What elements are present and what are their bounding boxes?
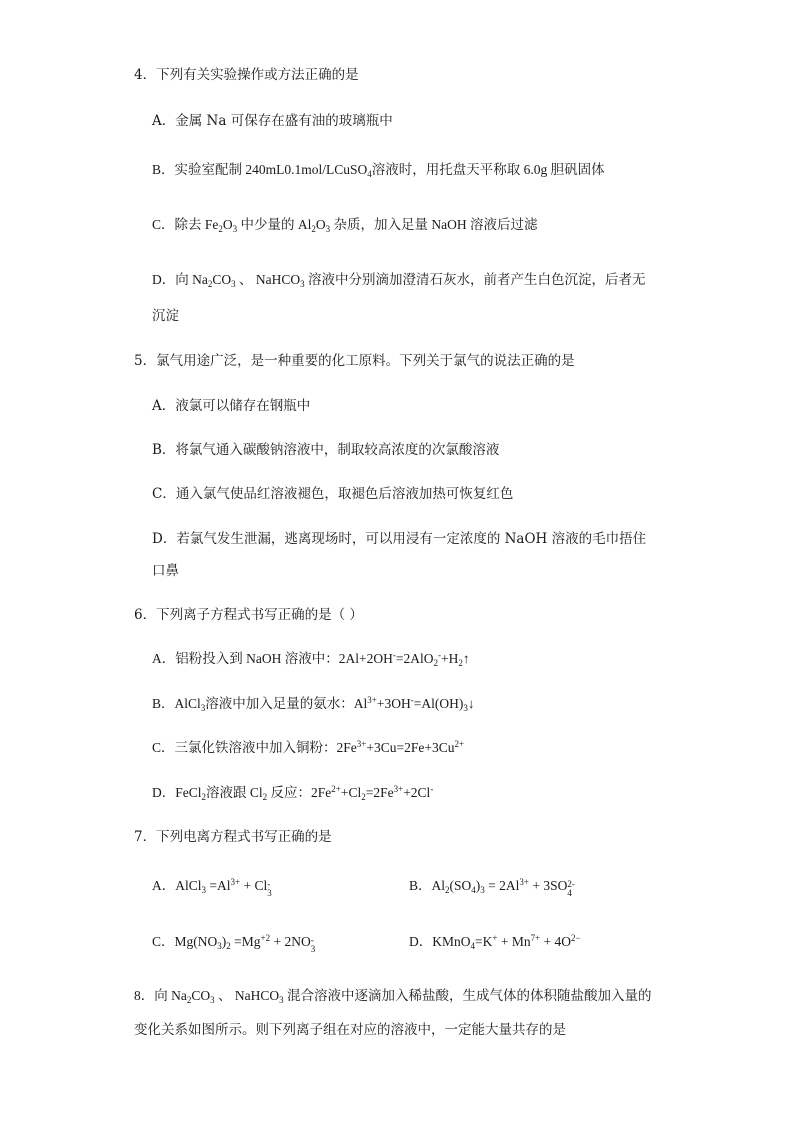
q5-option-a: A．液氯可以储存在钢瓶中	[152, 398, 311, 414]
q5-option-c: C．通入氯气使品红溶液褪色，取褪色后溶液加热可恢复红色	[152, 486, 514, 502]
q4-option-a: A．金属 Na 可保存在盛有油的玻璃瓶中	[152, 113, 393, 129]
q4-option-c: C．除去 $Fe_2O_3$ 中少量的 $Al_2O_3$ 杂质，加入足量 NaOH 溶液后过滤	[152, 217, 538, 234]
q4-option-d-continued: 沉淀	[152, 308, 179, 324]
q5-option-d: D．若氯气发生泄漏，逃离现场时，可以用浸有一定浓度的 NaOH 溶液的毛巾捂住	[152, 531, 647, 547]
q6-stem: 6．下列离子方程式书写正确的是（ ）	[134, 607, 363, 623]
q8-stem-line1: 8．向 $Na_2CO_3$ 、 NaHCO$_3$ 混合溶液中逐滴加入稀盐酸，生成气体的体积随盐酸加入量的	[134, 988, 652, 1005]
q4-stem: 4．下列有关实验操作或方法正确的是	[134, 67, 359, 83]
q4-option-d: D．向 $Na_2CO_3$ 、 NaHCO$_3$ 溶液中分别滴加澄清石灰水，前者产生白色沉淀，后者无	[152, 272, 646, 289]
q7-stem: 7．下列电离方程式书写正确的是	[134, 829, 332, 845]
q6-option-c: C．三氯化铁溶液中加入铜粉：$2Fe^{3+}+3Cu=2Fe+3Cu^{2+}$	[152, 739, 465, 755]
q6-option-a: A．铝粉投入到 NaOH 溶液中：$2Al+2OH^-=2AlO_2^-+H_2↑$	[152, 650, 470, 668]
q5-stem: 5．氯气用途广泛，是一种重要的化工原料。下列关于氯气的说法正确的是	[134, 353, 575, 369]
q5-option-b: B．将氯气通入碳酸钠溶液中，制取较高浓度的次氯酸溶液	[152, 442, 500, 458]
q8-stem-line2: 变化关系如图所示。则下列离子组在对应的溶液中，一定能大量共存的是	[134, 1022, 566, 1038]
q7-option-c: C．$Mg(NO_3)_2 =Mg^{+2} + 2NO-$ 3	[152, 933, 316, 954]
q7-option-b: B．$Al_2(SO_4)_3 = 2Al^{3+} + 3SO2-$ 4	[409, 877, 575, 898]
q6-option-d: D．FeCl$_2$溶液跟 $Cl_2$ 反应：$2Fe^{2+}+Cl_2=2Fe^{3+}+2Cl^-$	[152, 784, 434, 802]
q6-option-b: B．AlCl$_3$溶液中加入足量的氨水：$Al^{3+}+3OH^-=Al(OH)_3↓$	[152, 695, 475, 713]
q5-option-d-continued: 口鼻	[152, 563, 179, 579]
q7-option-d: D．KMnO$_4$=K+ + $Mn^{7+} + 4O^{2-}$	[409, 933, 581, 951]
q4-option-b: B．实验室配制 240mL0.1mol/LCuSO$_4$溶液时，用托盘天平称取 6.0g 胆矾固体	[152, 162, 605, 179]
q7-option-a: A．AlCl$_3$ $=Al^{3+} + Cl-$ 3	[152, 877, 272, 898]
